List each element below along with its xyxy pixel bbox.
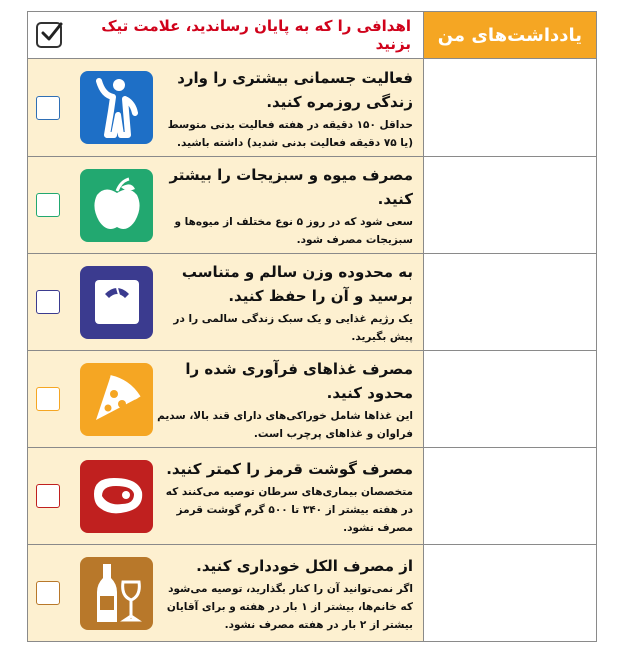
goal-checkbox[interactable] — [36, 193, 60, 217]
goal-description: یک رژیم غذایی و یک سبک زندگی سالمی را در پیش بگیرید. — [173, 313, 413, 343]
notes-cell[interactable] — [424, 59, 597, 157]
goal-cell — [28, 59, 424, 157]
apple-icon — [80, 169, 153, 242]
goal-row — [28, 545, 597, 642]
goals-header — [28, 12, 424, 59]
notes-header: یادداشت‌های من — [424, 12, 597, 59]
goal-checkbox[interactable] — [36, 581, 60, 605]
goal-title: مصرف غذاهای فرآوری شده را محدود کنید. — [185, 360, 413, 402]
notes-cell[interactable] — [424, 448, 597, 545]
goal-cell — [28, 157, 424, 254]
goal-cell — [28, 351, 424, 448]
goal-cell — [28, 448, 424, 545]
exercise-person-icon — [80, 71, 153, 144]
goal-row — [28, 59, 597, 157]
goal-description: حداقل ۱۵۰ دقیقه در هفته فعالیت بدنی متوسط (یا ۷۵ دقیقه فعالیت بدنی شدید) داشته باشید. — [167, 118, 413, 149]
goal-cell — [28, 254, 424, 351]
goals-table — [27, 11, 597, 642]
wine-bottle-glass-icon — [80, 557, 153, 630]
goal-checkbox[interactable] — [36, 290, 60, 314]
pizza-slice-icon — [80, 363, 153, 436]
goal-title: مصرف میوه و سبزیجات را بیشتر کنید. — [169, 166, 413, 208]
notes-cell[interactable] — [424, 351, 597, 448]
goal-row — [28, 254, 597, 351]
goal-checkbox[interactable] — [36, 387, 60, 411]
goals-header-title: اهدافی را که به پایان رساندید، علامت تیک بزنید — [101, 17, 411, 53]
goal-description: متخصصان بیماری‌های سرطان توصیه می‌کنند که در هفته بیشتر از ۳۴۰ تا ۵۰۰ گرم گوشت قرمز مصرف نشود. — [165, 486, 413, 534]
check-box-icon — [36, 22, 62, 48]
goal-title: فعالیت جسمانی بیشتری را وارد زندگی روزمره کنید. — [177, 68, 413, 111]
steak-icon — [80, 460, 153, 533]
goal-cell — [28, 545, 424, 642]
goal-title: به محدوده وزن سالم و متناسب برسید و آن را حفظ کنید. — [181, 263, 413, 305]
notes-cell[interactable] — [424, 157, 597, 254]
notes-cell[interactable] — [424, 545, 597, 642]
goal-description: این غذاها شامل خوراکی‌های دارای قند بالا، سدیم فراوان و غذاهای پرچرب است. — [157, 410, 413, 440]
notes-cell[interactable] — [424, 254, 597, 351]
goal-checkbox[interactable] — [36, 96, 60, 120]
weight-scale-icon — [80, 266, 153, 339]
goal-row — [28, 351, 597, 448]
goal-title: از مصرف الکل خودداری کنید. — [196, 557, 413, 575]
goal-description: سعی شود که در روز ۵ نوع مختلف از میوه‌ها و سبزیجات مصرف شود. — [174, 216, 413, 246]
goal-row — [28, 157, 597, 254]
goal-checkbox[interactable] — [36, 484, 60, 508]
header-row — [28, 12, 597, 59]
goal-title: مصرف گوشت قرمز را کمتر کنید. — [166, 460, 413, 478]
goal-description: اگر نمی‌توانید آن را کنار بگذارید، توصیه می‌شود که خانم‌ها، بیشتر از ۱ بار در هفته و برای آقایان بیشتر از ۲ بار در هفته مصرف نشود. — [166, 583, 413, 631]
goal-row — [28, 448, 597, 545]
goals-checklist — [28, 11, 597, 640]
